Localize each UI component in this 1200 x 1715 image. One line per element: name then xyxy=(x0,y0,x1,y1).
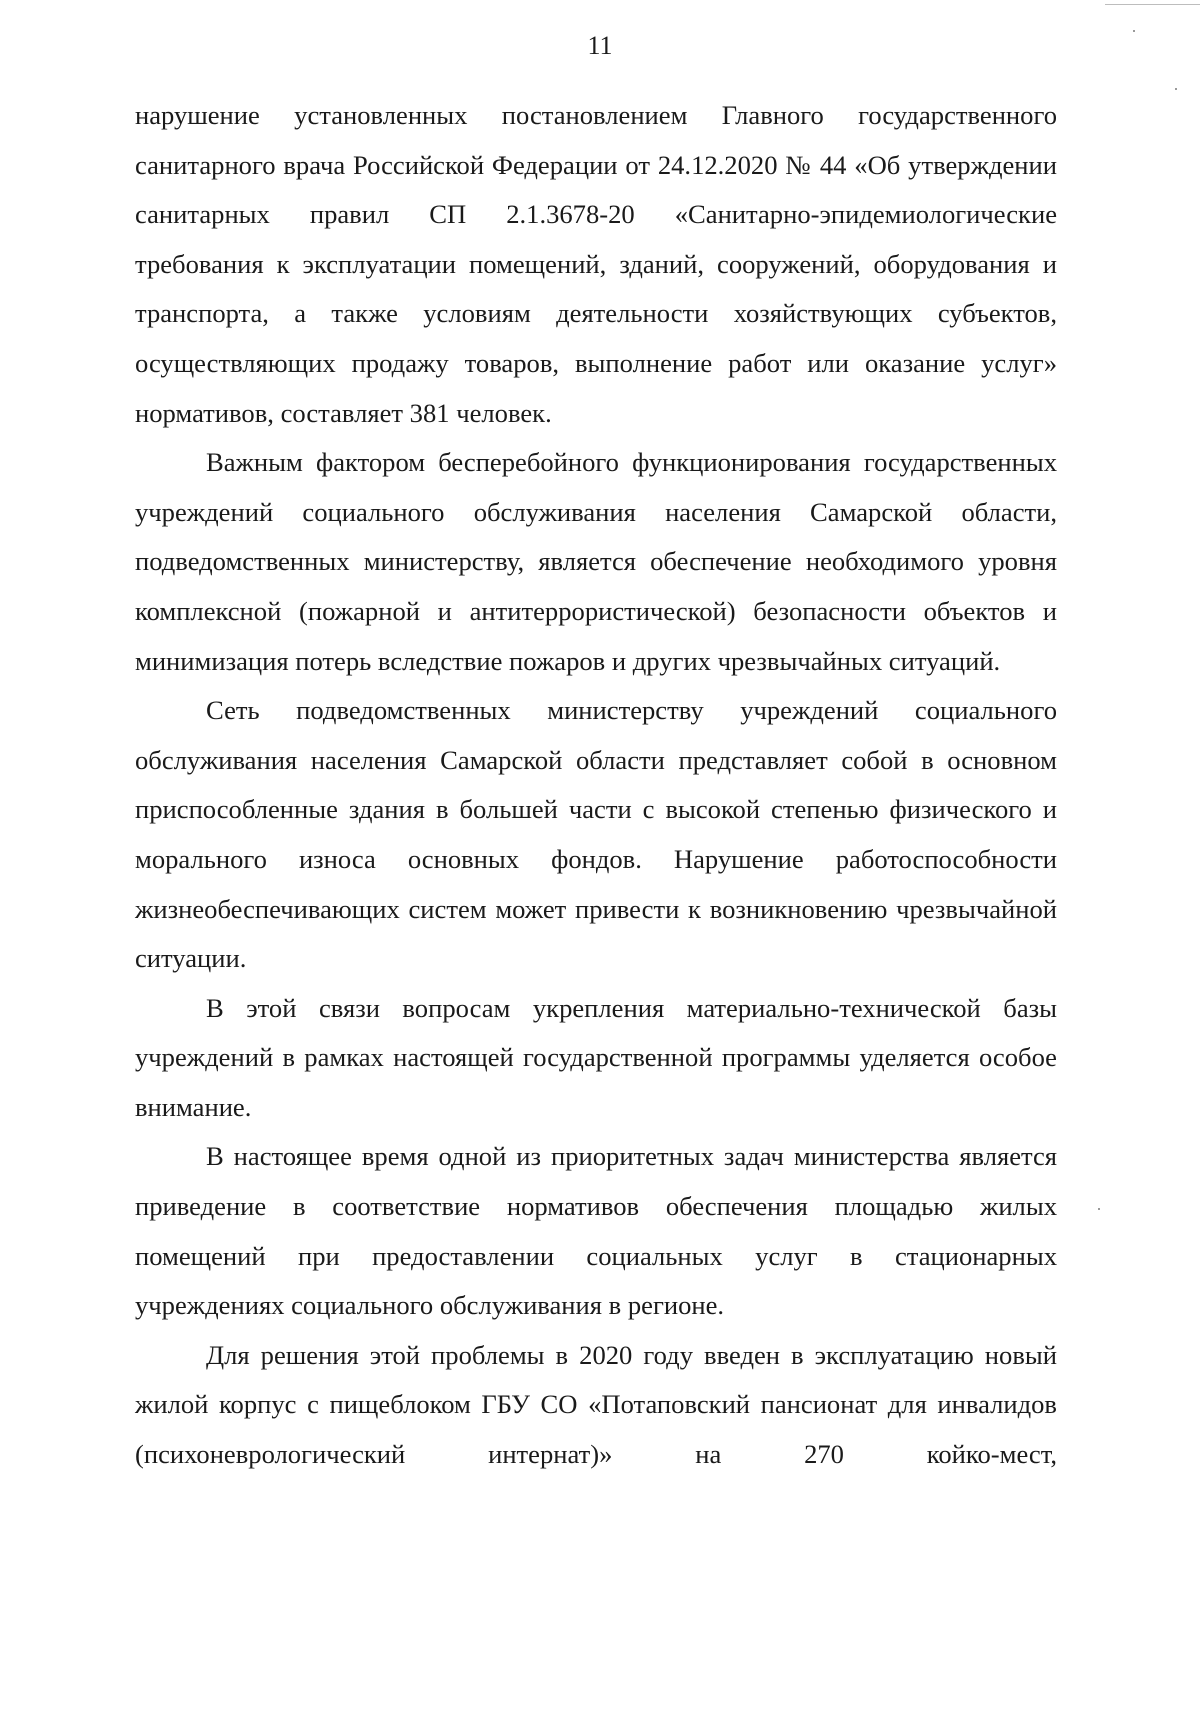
page-number: 11 xyxy=(587,31,613,60)
paragraph: Важным фактором бесперебойного функционирования государственных учреждений социального обслуживания населения Самарской области, подведомственных министерству, является обеспечение необходимого уровня комплексной (пожарной и антитеррористической) безопасности объектов и минимизация потерь вследствие пожаров и других чрезвычайных ситуаций. xyxy=(135,447,1057,676)
paragraph: В настоящее время одной из приоритетных задач министерства является приведение в соответствие нормативов обеспечения площадью жилых помещений при предоставлении социальных услуг в стационарных учреждениях социального обслуживания в регионе. xyxy=(135,1141,1057,1321)
scan-dust-speck xyxy=(1098,1208,1100,1210)
scan-edge-mark xyxy=(1105,4,1200,5)
paragraph: нарушение установленных постановлением Главного государственного санитарного врача Российской Федерации от 24.12.2020 № 44 «Об утверждении санитарных правил СП 2.1.3678-20 «Санитарно-эпидемиологические требования к эксплуатации помещений, зданий, сооружений, оборудования и транспорта, а также условиям деятельности хозяйствующих субъектов, осуществляющих продажу товаров, выполнение работ или оказание услуг» нормативов, составляет 381 человек. xyxy=(135,100,1057,428)
document-body xyxy=(135,91,1057,1480)
paragraph: В этой связи вопросам укрепления материально-технической базы учреждений в рамках настоящей государственной программы уделяется особое внимание. xyxy=(135,992,1057,1122)
paragraph: Для решения этой проблемы в 2020 году введен в эксплуатацию новый жилой корпус с пищеблоком ГБУ СО «Потаповский пансионат для инвалидов (психоневрологический интернат)» на 270 койко-мест, xyxy=(135,1339,1057,1470)
paragraph: Сеть подведомственных министерству учреждений социального обслуживания населения Самарской области представляет собой в основном приспособленные здания в большей части с высокой степенью физического и морального износа основных фондов. Нарушение работоспособности жизнеобеспечивающих систем может привести к возникновению чрезвычайной ситуации. xyxy=(135,695,1057,974)
scan-dust-speck xyxy=(1175,88,1177,90)
